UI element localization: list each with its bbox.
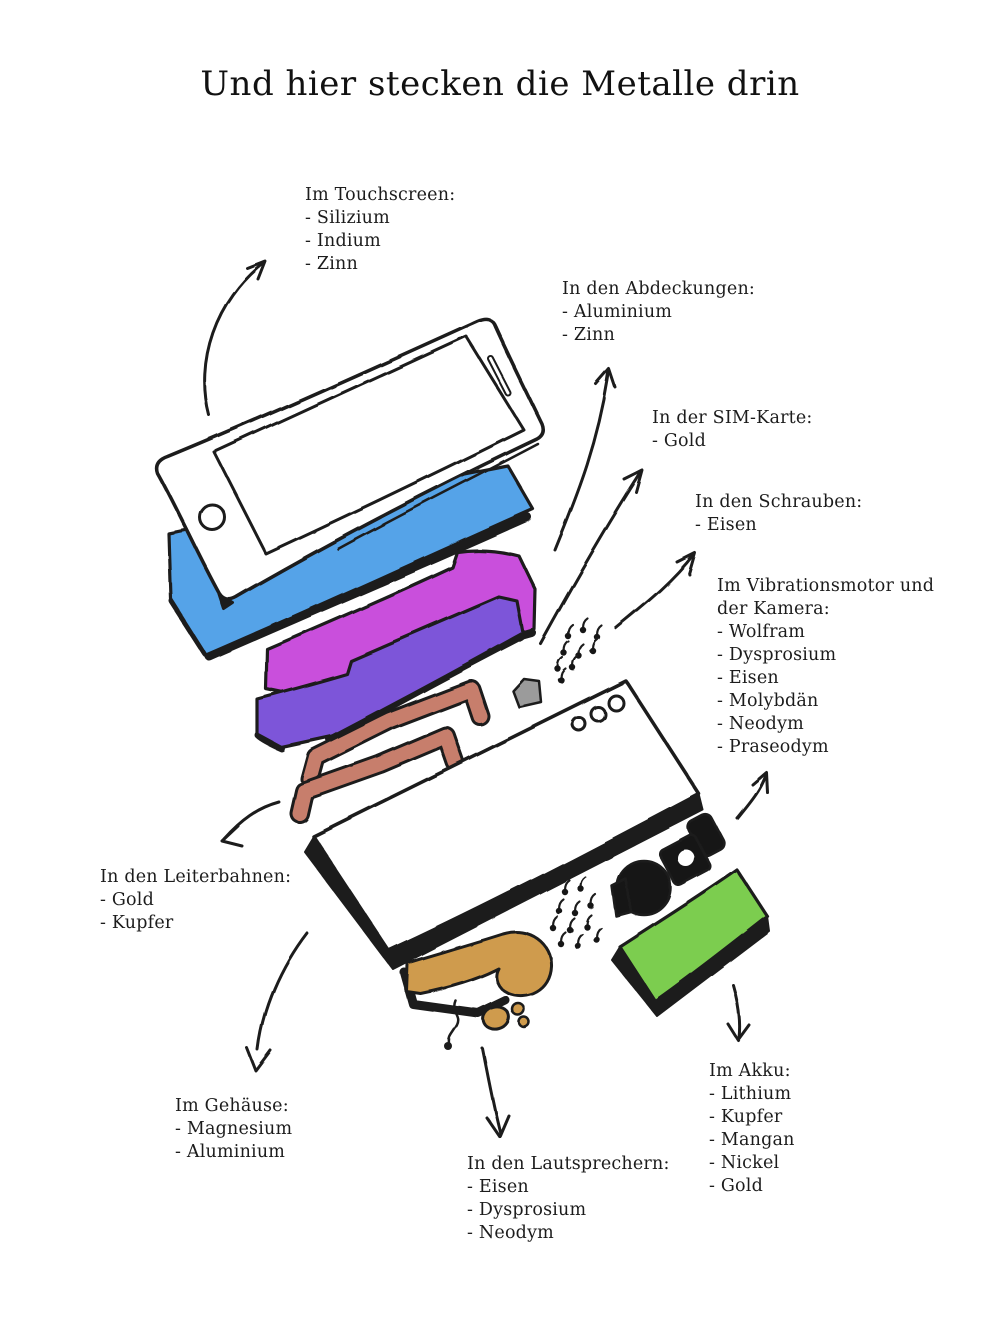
label-line: - Gold — [709, 1176, 763, 1196]
label-line: Im Touchscreen: — [305, 185, 456, 205]
label-touchscreen — [305, 184, 455, 276]
sim-card — [513, 679, 541, 707]
label-line: - Neodym — [467, 1223, 554, 1243]
screws-bottom — [550, 878, 602, 950]
label-line: Im Vibrationsmotor und — [717, 576, 935, 596]
label-abdeckungen — [562, 278, 755, 347]
label-line: - Indium — [305, 231, 381, 251]
label-line: Im Akku: — [709, 1061, 791, 1081]
label-gehaeuse — [175, 1095, 292, 1164]
label-leiterbahnen — [100, 866, 291, 935]
label-line: - Neodym — [717, 714, 804, 734]
label-line: - Kupfer — [709, 1107, 783, 1127]
label-vibrationsmotor-kamera — [717, 575, 934, 759]
label-sim-karte — [652, 407, 813, 453]
arrow-sim-karte — [540, 470, 642, 643]
page-title: Und hier stecken die Metalle drin — [200, 64, 800, 104]
arrow-touchscreen — [205, 261, 265, 415]
label-lautsprecher — [467, 1153, 670, 1245]
arrow-leiterbahnen — [222, 802, 279, 846]
arrow-lautsprecher — [482, 1048, 508, 1136]
label-line: - Lithium — [709, 1084, 792, 1104]
label-line: - Magnesium — [175, 1119, 293, 1139]
label-line: - Eisen — [467, 1177, 529, 1197]
label-schrauben — [695, 491, 862, 537]
arrow-schrauben — [616, 553, 695, 628]
wire-end — [444, 1042, 452, 1050]
speaker-dot — [512, 1003, 524, 1015]
label-line: - Gold — [100, 890, 154, 910]
label-line: In den Leiterbahnen: — [100, 867, 292, 887]
screws-top — [555, 619, 602, 685]
label-line: - Zinn — [562, 325, 615, 345]
label-line: - Eisen — [695, 515, 757, 535]
speaker-dot — [519, 1017, 529, 1027]
label-line: - Nickel — [709, 1153, 780, 1173]
label-akku — [709, 1060, 795, 1198]
arrow-vibrationsmotor — [737, 772, 767, 818]
label-line: In den Lautsprechern: — [467, 1154, 670, 1174]
home-button — [200, 505, 225, 530]
label-line: - Wolfram — [717, 622, 806, 642]
arrow-akku — [728, 985, 749, 1040]
label-line: In den Schrauben: — [695, 492, 863, 512]
label-line: - Gold — [652, 431, 706, 451]
label-line: - Aluminium — [562, 302, 673, 322]
label-line: - Praseodym — [717, 737, 829, 757]
label-line: In den Abdeckungen: — [562, 279, 756, 299]
label-line: der Kamera: — [717, 599, 830, 619]
label-line: - Mangan — [709, 1130, 795, 1150]
label-line: - Eisen — [717, 668, 779, 688]
exploded-phone-drawing — [157, 261, 769, 1136]
label-line: - Dysprosium — [467, 1200, 587, 1220]
arrow-gehaeuse — [247, 933, 307, 1071]
label-line: - Molybdän — [717, 691, 819, 711]
arrow-abdeckungen — [555, 369, 615, 550]
camera-lens — [678, 850, 695, 867]
label-line: - Silizium — [305, 208, 390, 228]
label-line: Im Gehäuse: — [175, 1096, 289, 1116]
label-line: - Kupfer — [100, 913, 174, 933]
label-line: - Zinn — [305, 254, 358, 274]
label-line: In der SIM-Karte: — [652, 408, 813, 428]
label-line: - Aluminium — [175, 1142, 286, 1162]
label-line: - Dysprosium — [717, 645, 837, 665]
